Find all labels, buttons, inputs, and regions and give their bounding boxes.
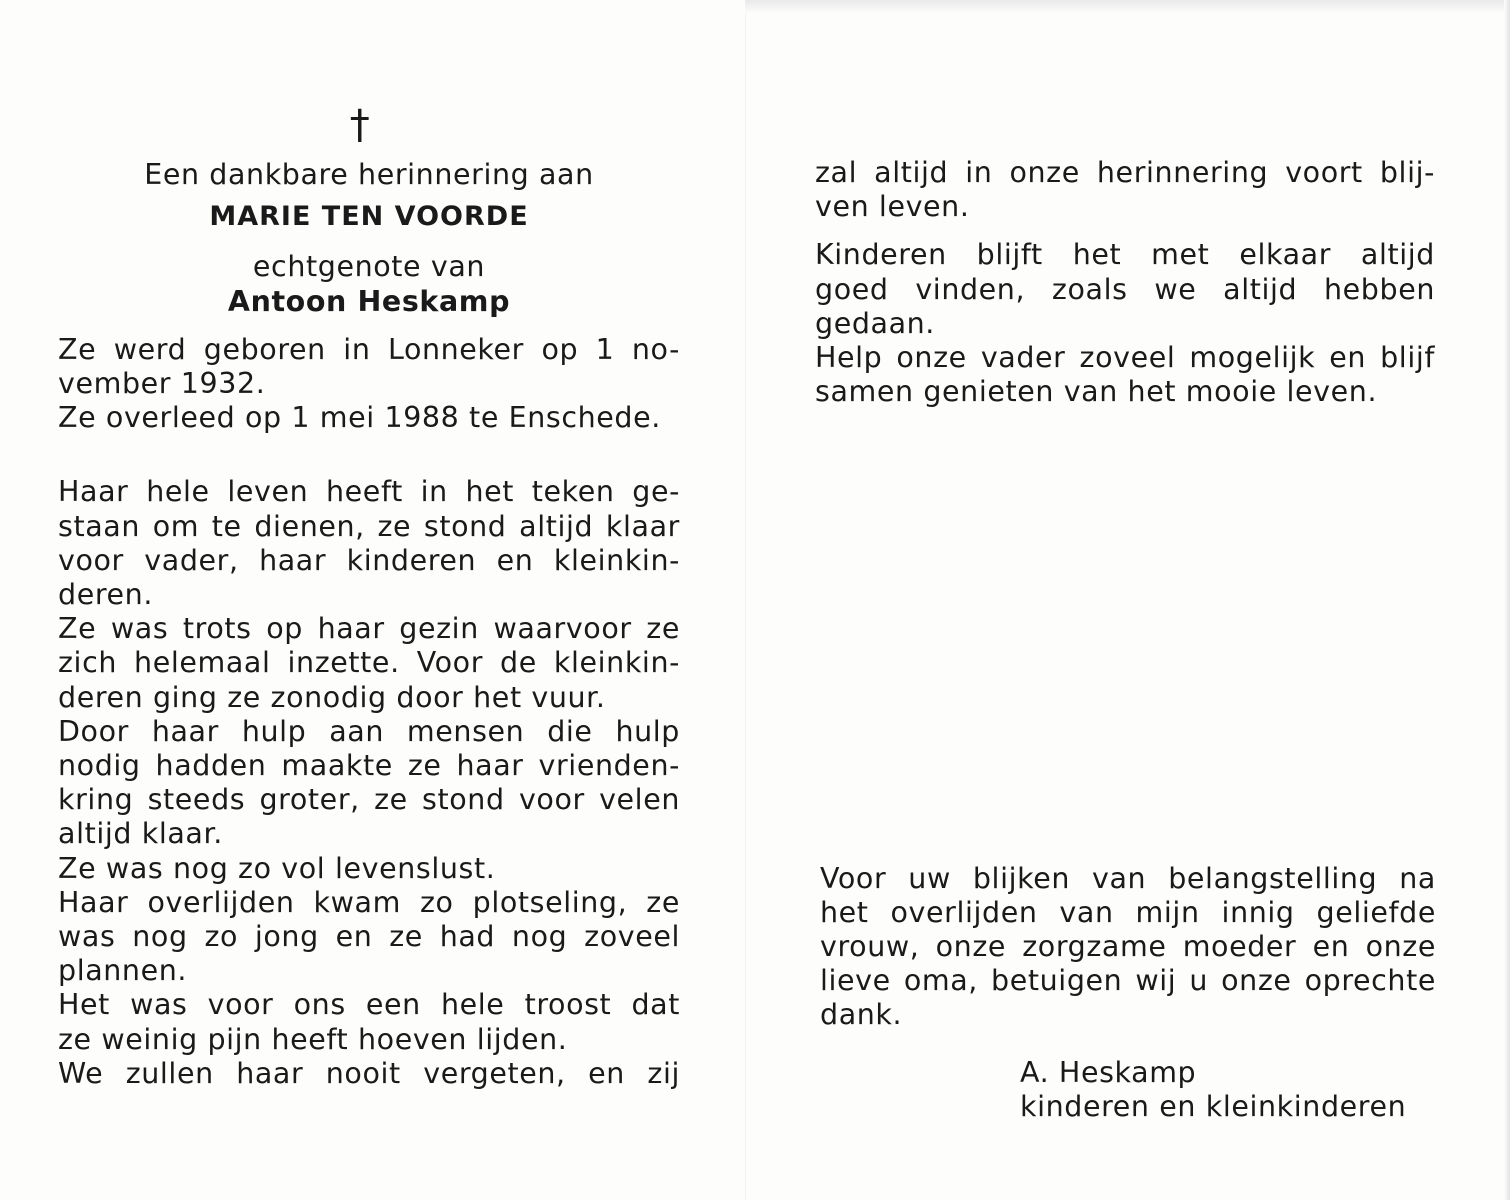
birth-line-2: vember 1932. [58,367,266,401]
continuation-text [815,156,1435,224]
intro-text: Een dankbare herinnering aan [144,158,594,191]
signature-block [1020,1056,1432,1124]
life-description-line: deren. [58,578,153,612]
spouse-label: echtgenote van [252,250,486,284]
life-description-line: Door haar hulp aan mensen die hulp [58,714,680,748]
life-description-line: plannen. [58,954,188,988]
life-description-line: zich helemaal inzette. Voor de kleinkin- [58,646,680,680]
continuation-line: ven leven. [815,190,970,224]
children-message-line: goed vinden, zoals we altijd hebben [815,272,1435,306]
deceased-name: MARIE TEN VOORDE [209,201,529,233]
life-description-line: was nog zo jong en ze had nog zoveel [58,920,680,954]
life-description-line: We zullen haar nooit vergeten, en zij [58,1056,680,1090]
right-panel [815,156,1435,409]
life-description-line: altijd klaar. [58,817,223,851]
scan-edge [1504,0,1510,1200]
death-line: Ze overleed op 1 mei 1988 te Enschede. [58,401,661,435]
cross-symbol: † [349,102,371,148]
scan-shadow [745,0,1510,14]
life-description [58,475,680,1091]
children-message-line: samen genieten van het mooie leven. [815,375,1378,409]
thanks-message-line: lieve oma, betuigen wij u onze oprechte [820,964,1436,997]
children-message-line: gedaan. [815,306,935,340]
spouse-name: Antoon Heskamp [227,284,511,318]
life-description-line: Haar overlijden kwam zo plotseling, ze [58,885,680,919]
life-description-line: kring steeds groter, ze stond voor velen [58,783,680,817]
thanks-message-line: dank. [820,998,903,1031]
life-description-line: deren ging ze zonodig door het vuur. [58,680,606,714]
thanks-message-line: Voor uw blijken van belangstelling na [820,862,1436,895]
birth-line-1: Ze werd geboren in Lonneker op 1 no- [58,332,680,366]
signature-family: kinderen en kleinkinderen [1020,1090,1407,1123]
life-description-line: Het was voor ons een hele troost dat [58,988,680,1022]
children-message-line: Help onze vader zoveel mogelijk en blijf [815,341,1435,375]
life-description-line: Ze was nog zo vol levenslust. [58,851,496,885]
thanks-message-line: het overlijden van mijn innig geliefde [820,896,1436,929]
life-description-line: voor vader, haar kinderen en kleinkin- [58,543,680,577]
life-description-line: ze weinig pijn heeft hoeven lijden. [58,1022,568,1056]
children-message-line: Kinderen blijft het met elkaar altijd [815,238,1435,272]
card-fold [745,0,746,1200]
continuation-line: zal altijd in onze herinnering voort blij- [815,156,1435,189]
thanks-message [820,862,1436,1032]
life-description-line: Haar hele leven heeft in het teken ge- [58,475,680,509]
life-description-line: Ze was trots op haar gezin waarvoor ze [58,612,680,646]
signature-name: A. Heskamp [1020,1056,1197,1089]
left-panel [58,100,680,1091]
thanks-message-line: vrouw, onze zorgzame moeder en onze [820,930,1436,963]
children-message [815,238,1435,409]
life-description-line: nodig hadden maakte ze haar vrienden- [58,749,680,783]
life-description-line: staan om te dienen, ze stond altijd klaar [58,509,680,543]
